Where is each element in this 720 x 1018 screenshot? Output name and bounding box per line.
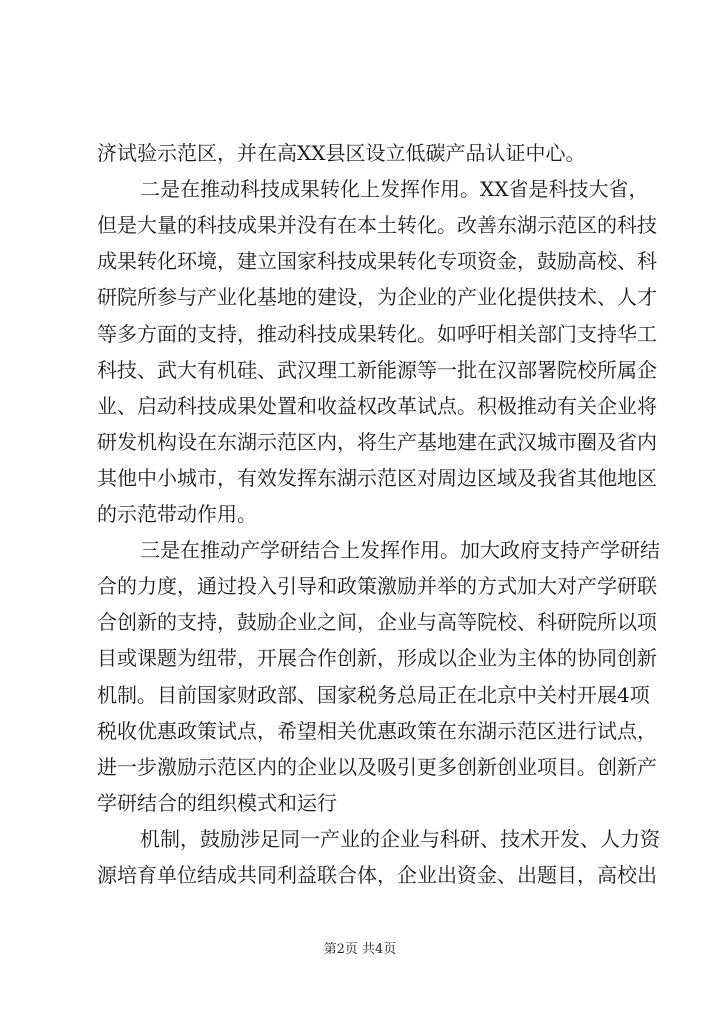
text-line: 科技、武大有机硅、武汉理工新能源等一批在汉部署院校所属企 — [97, 357, 657, 382]
text-line: 二是在推动科技成果转化上发挥作用。XX省是科技大省， — [140, 177, 649, 202]
text-line: 其他中小城市，有效发挥东湖示范区对周边区域及我省其他地区 — [97, 465, 657, 490]
text-line: 合创新的支持，鼓励企业之间，企业与高等院校、科研院所以项 — [97, 610, 657, 635]
text-line: 等多方面的支持，推动科技成果转化。如呼吁相关部门支持华工 — [97, 321, 657, 346]
text-line: 的示范带动作用。 — [97, 502, 257, 526]
text-line: 机制，鼓励涉足同一产业的企业与科研、技术开发、人力资 — [140, 826, 660, 851]
text-line: 研院所参与产业化基地的建设，为企业的产业化提供技术、人才 — [97, 285, 657, 310]
text-line: 合的力度，通过投入引导和政策激励并举的方式加大对产学研联 — [97, 574, 657, 599]
text-line: 机制。目前国家财政部、国家税务总局正在北京中关村开展4项 — [97, 682, 650, 707]
text-line: 济试验示范区，并在高XX县区设立低碳产品认证中心。 — [97, 141, 586, 165]
page-footer: 第2页 共4页 — [323, 942, 397, 957]
text-line: 目或课题为纽带，开展合作创新，形成以企业为主体的协同创新 — [97, 646, 657, 671]
text-line: 成果转化环境，建立国家科技成果转化专项资金，鼓励高校、科 — [97, 249, 657, 274]
text-line: 三是在推动产学研结合上发挥作用。加大政府支持产学研结 — [140, 538, 660, 563]
text-line: 源培育单位结成共同利益联合体，企业出资金、出题目，高校出 — [97, 863, 657, 887]
text-line: 研发机构设在东湖示范区内，将生产基地建在武汉城市圈及省内 — [97, 429, 657, 454]
text-line: 学研结合的组织模式和运行 — [97, 790, 337, 815]
text-line: 进一步激励示范区内的企业以及吸引更多创新创业项目。创新产 — [97, 754, 657, 779]
text-line: 但是大量的科技成果并没有在本土转化。改善东湖示范区的科技 — [97, 213, 657, 238]
text-line: 业、启动科技成果处置和收益权改革试点。积极推动有关企业将 — [97, 393, 657, 418]
text-line: 税收优惠政策试点，希望相关优惠政策在东湖示范区进行试点， — [97, 718, 657, 743]
